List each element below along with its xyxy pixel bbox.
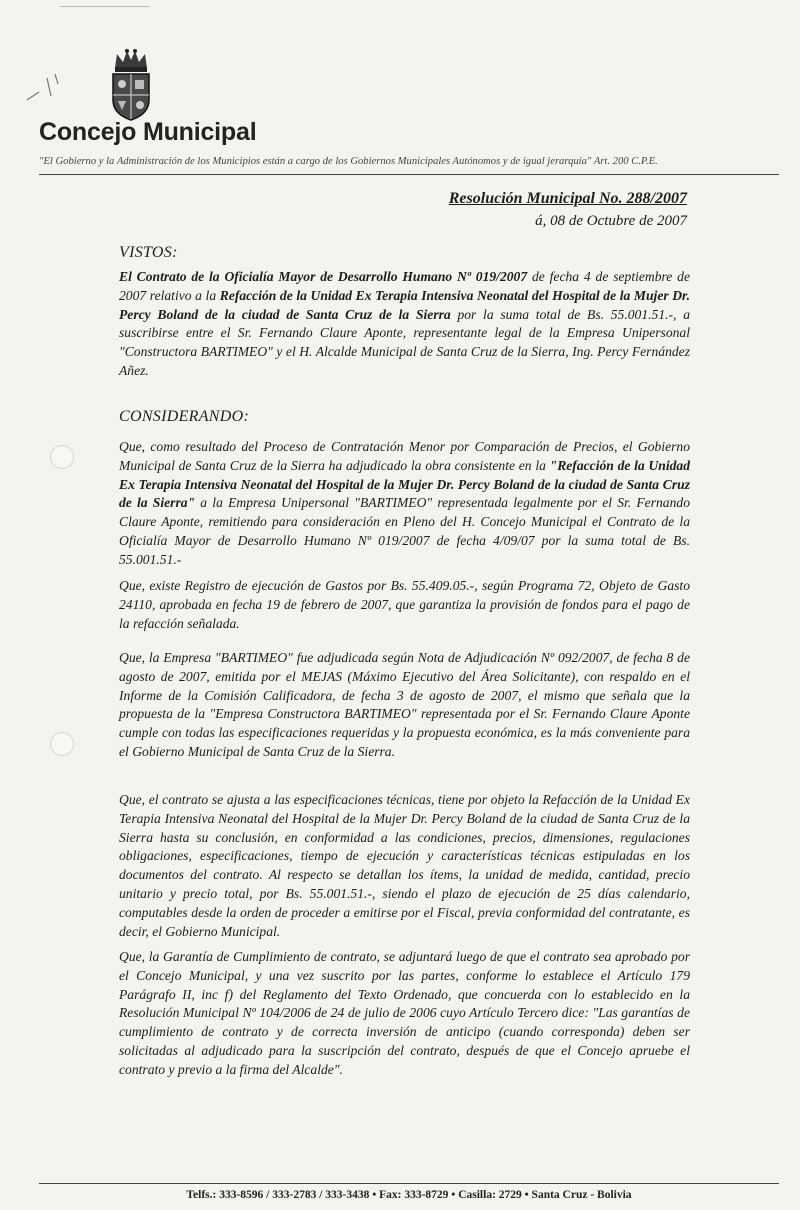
vistos-contract-ref: El Contrato de la Oficialía Mayor de Desarrollo Humano Nº 019/2007 xyxy=(119,269,528,284)
footer-contact: Telfs.: 333-8596 / 333-2783 / 333-3438 • Fax: 333-8729 • Casilla: 2729 • Santa Cruz - Bolivia xyxy=(186,1189,632,1201)
paragraph-text: Que, como resultado del Proceso de Contratación Menor por Comparación de Precios, el Gobierno Municipal de Santa Cruz de la Sierra ha adjudicado la obra consistente en la xyxy=(119,439,690,473)
vistos-work-title: Refacción de la Unidad Ex Terapia Intensiva Neonatal del Hospital de la Mujer Dr. Percy Boland de la ciudad de Santa Cruz de la Sierra xyxy=(119,287,690,322)
work-title-bold: "Refacción de la Unidad Ex Terapia Intensiva Neonatal del Hospital de la Mujer Dr. Percy Boland de la ciudad de Santa Cruz de la Sierra" xyxy=(119,457,690,511)
considerando-paragraph-1 xyxy=(119,438,690,570)
considerando-paragraph-2: Que, existe Registro de ejecución de Gastos por Bs. 55.409.05.-, según Programa 72, Objeto de Gasto 24110, aprobada en fecha 19 de febrero de 2007, que garantiza la provisión de fondos para el pago de la refacción señalada. xyxy=(119,578,690,631)
scan-edge-mark xyxy=(60,6,150,7)
punch-hole-mark xyxy=(50,445,74,469)
header-motto: "El Gobierno y la Administración de los Municipios están a cargo de los Gobiernos Municipales Autónomos y de igual jerarquía" Art. 200 C.P.E. xyxy=(39,156,658,167)
section-heading-considerando: CONSIDERANDO: xyxy=(119,408,250,425)
vistos-text: de fecha 4 de septiembre de 2007 relativo a la xyxy=(119,269,691,303)
org-name: Concejo Municipal xyxy=(39,118,257,146)
considerando-paragraph-4: Que, el contrato se ajusta a las especificaciones técnicas, tiene por objeto la Refacción de la Unidad Ex Terapia Intensiva Neonatal del Hospital de la Mujer Dr. Percy Boland de la ciudad de Santa Cruz de la Sierra hasta su conclusión, en conformidad a las condiciones, precios, dimensiones, regulaciones obligaciones, especificaciones, tiempo de ejecución y características técnicas estipuladas en los documentos del contrato. Al respecto se detallan los ítems, la unidad de medida, cantidad, precio unitario y precio total, por Bs. 55.001.51.-, siendo el plazo de ejecución de 25 días calendario, computables desde la orden de proceder a emitirse por el Fiscal, previa conformidad del contratante, es decir, el Gobierno Municipal. xyxy=(119,792,690,939)
coat-of-arms-icon xyxy=(107,48,155,122)
header-divider xyxy=(39,174,779,175)
scan-pen-mark xyxy=(25,70,75,110)
section-heading-vistos: VISTOS: xyxy=(119,244,178,261)
footer-divider xyxy=(39,1183,779,1184)
resolution-date: á, 08 de Octubre de 2007 xyxy=(535,213,687,229)
considerando-paragraph-3: Que, la Empresa "BARTIMEO" fue adjudicada según Nota de Adjudicación Nº 092/2007, de fecha 8 de agosto de 2007, emitida por el MEJAS (Máximo Ejecutivo del Área Solicitante), con respaldo en el Informe de la Comisión Calificadora, de fecha 3 de agosto de 2007, el mismo que señala que la propuesta de la "Empresa Constructora BARTIMEO" representada por el Sr. Fernando Claure Aponte cumple con todas las especificaciones requeridas y la propuesta económica, es la más conveniente para el Gobierno Municipal de Santa Cruz de la Sierra. xyxy=(119,650,690,759)
paragraph-text: a la Empresa Unipersonal "BARTIMEO" representada legalmente por el Sr. Fernando Claure Aponte, remitiendo para consideración en Pleno del H. Concejo Municipal el Contrato de la Oficialía Mayor de Desarrollo Humano Nº 019/2007 de fecha 4/09/07 por la suma total de Bs. 55.001.51.- xyxy=(119,495,690,567)
vistos-paragraph xyxy=(119,268,690,381)
punch-hole-mark xyxy=(50,732,74,756)
considerando-paragraph-5: Que, la Garantía de Cumplimiento de contrato, se adjuntará luego de que el contrato sea aprobado por el Concejo Municipal, y una vez suscrito por las partes, conforme lo establece el Artículo 179 Parágrafo II, inc f) del Reglamento del Texto Ordenado, que concuerda con lo establecido en la Resolución Municipal Nº 104/2006 de 24 de julio de 2006 cuyo Artículo Tercero dice: "Las garantías de cumplimiento de contrato y de correcta inversión de anticipo (cuando corresponda) deben ser solicitadas al adjudicado para la suscripción del contrato, después de que el Concejo apruebe el contrato y previo a la firma del Alcalde". xyxy=(119,949,690,1077)
resolution-title: Resolución Municipal No. 288/2007 xyxy=(448,190,687,207)
vistos-text: por la suma total de Bs. 55.001.51.-, a suscribirse entre el Sr. Fernando Claure Aponte, representante legal de la Empresa Unipersonal "Constructora BARTIMEO" y el H. Alcalde Municipal de Santa Cruz de la Sierra, Ing. Percy Fernández Añez. xyxy=(119,306,690,378)
